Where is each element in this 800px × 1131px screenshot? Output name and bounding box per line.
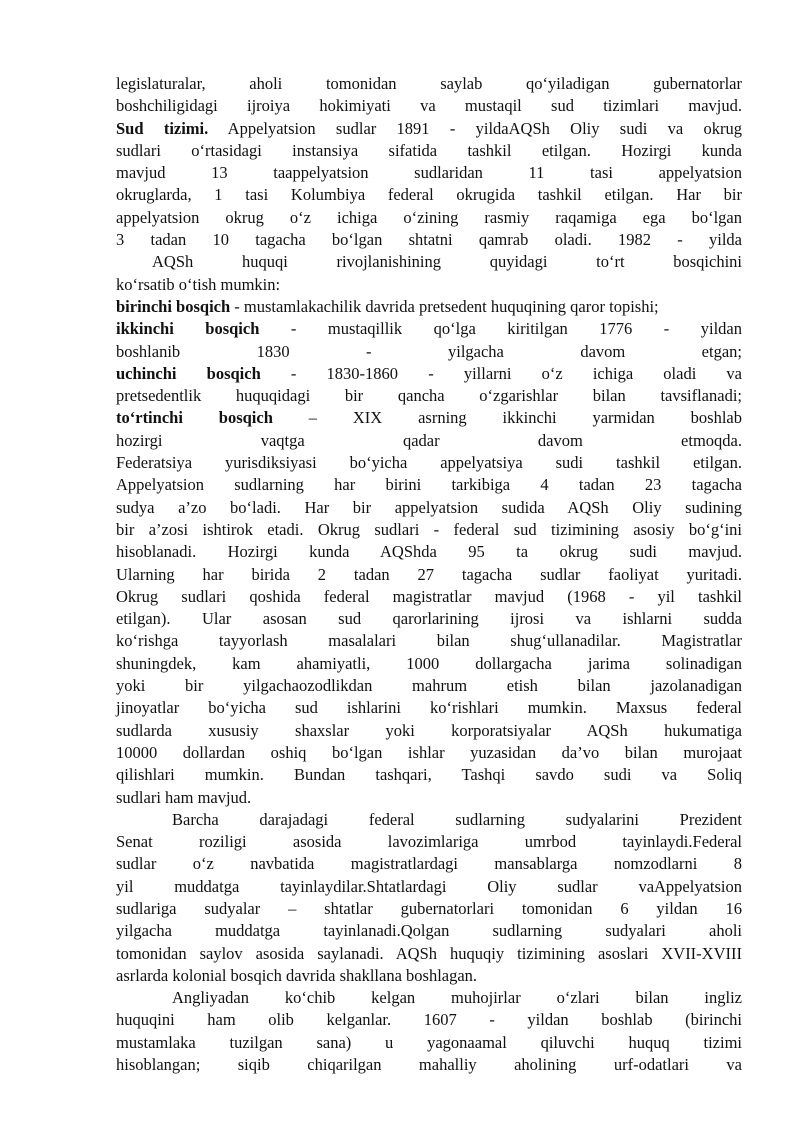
line-text: yoki bir yilgachaozodlikdan mahrum etish bilan jazolanadigan xyxy=(116,676,742,696)
text-line xyxy=(116,1032,742,1054)
line-text: sudya a’zo bo‘ladi. Har bir appelyatsion sudida AQSh Oliy sudining xyxy=(116,497,742,517)
line-text: tomonidan saylov asosida saylanadi. AQSh huquqiy tizimining asoslari XVII-XVIII xyxy=(116,943,742,963)
document-page xyxy=(116,73,742,1076)
line-text: Appelyatsion sudlar 1891 - yildaAQSh Oliy sudi va okrug xyxy=(208,118,742,138)
line-text: ko‘rishga tayyorlash masalalari bilan shug‘ullanadilar. Magistratlar xyxy=(116,631,742,651)
line-text: sudlar o‘z navbatida magistratlardagi mansablarga nomzodlarni 8 xyxy=(116,854,742,874)
text-line xyxy=(116,653,742,675)
line-text: Federatsiya yurisdiksiyasi bo‘yicha appelyatsiya sudi tashkil etilgan. xyxy=(116,453,742,473)
text-line xyxy=(116,720,742,742)
line-text: okruglarda, 1 tasi Kolumbiya federal okrugida tashkil etilgan. Har bir xyxy=(116,185,742,205)
text-line xyxy=(116,1054,742,1076)
line-text: AQSh huquqi rivojlanishining quyidagi to‘rt bosqichini xyxy=(152,252,742,272)
line-text: hisoblanadi. Hozirgi kunda AQShda 95 ta okrug sudi mavjud. xyxy=(116,542,742,562)
text-line xyxy=(116,363,742,385)
line-text: pretsedentlik huquqidagi bir qancha o‘zgarishlar bilan tavsiflanadi; xyxy=(116,386,742,406)
text-line xyxy=(116,1009,742,1031)
text-line xyxy=(116,274,742,296)
text-line xyxy=(116,586,742,608)
line-text: Barcha darajadagi federal sudlarning sudyalarini Prezident xyxy=(172,809,742,829)
text-line xyxy=(116,564,742,586)
text-line xyxy=(116,229,742,251)
text-line xyxy=(116,920,742,942)
line-text: sudlari ham mavjud. xyxy=(116,787,252,807)
text-line xyxy=(116,251,742,273)
text-line xyxy=(116,853,742,875)
line-text: – XIX asrning ikkinchi yarmidan boshlab xyxy=(272,408,742,428)
line-text: sudlarda xususiy shaxslar yoki korporatsiyalar AQSh hukumatiga xyxy=(116,720,742,740)
text-line xyxy=(116,809,742,831)
bold-term: birinchi bosqich xyxy=(116,296,231,316)
text-line xyxy=(116,742,742,764)
text-line xyxy=(116,184,742,206)
line-text: yil muddatga tayinlaydilar.Shtatlardagi Oliy sudlar vaAppelyatsion xyxy=(116,876,742,896)
line-text: boshlanib 1830 - yilgacha davom etgan; xyxy=(116,341,742,361)
line-text: hozirgi vaqtga qadar davom etmoqda. xyxy=(116,430,742,450)
text-line xyxy=(116,452,742,474)
bold-term: Sud tizimi. xyxy=(116,118,209,138)
text-line xyxy=(116,118,742,140)
text-line xyxy=(116,430,742,452)
line-text: Appelyatsion sudlarning har birini tarkibiga 4 tadan 23 tagacha xyxy=(116,475,742,495)
line-text: sudlari o‘rtasidagi instansiya sifatida tashkil etilgan. Hozirgi kunda xyxy=(116,140,742,160)
text-line xyxy=(116,831,742,853)
line-text: Okrug sudlari qoshida federal magistratlar mavjud (1968 - yil tashkil xyxy=(116,586,742,606)
line-text: - 1830-1860 - yillarni o‘z ichiga oladi va xyxy=(260,363,742,383)
line-text: legislaturalar, aholi tomonidan saylab qo‘yiladigan gubernatorlar xyxy=(116,74,742,93)
line-text: asrlarda kolonial bosqich davrida shakllana boshlagan. xyxy=(116,965,478,985)
line-text: 3 tadan 10 tagacha bo‘lgan shtatni qamrab oladi. 1982 - yilda xyxy=(116,230,742,250)
text-line xyxy=(116,407,742,429)
text-line xyxy=(116,385,742,407)
text-line xyxy=(116,341,742,363)
bold-term: uchinchi bosqich xyxy=(116,363,261,383)
line-text: Angliyadan ko‘chib kelgan muhojirlar o‘zlari bilan ingliz xyxy=(172,988,742,1008)
text-line xyxy=(116,943,742,965)
line-text: mustamlaka tuzilgan sana) u yagonaamal qiluvchi huquq tizimi xyxy=(116,1032,742,1052)
line-text: bir a’zosi ishtirok etadi. Okrug sudlari - federal sud tizimining asosiy bo‘g‘ini xyxy=(116,519,742,539)
text-line xyxy=(116,876,742,898)
line-text: mavjud 13 taappelyatsion sudlaridan 11 tasi appelyatsion xyxy=(116,163,742,183)
line-text: etilgan). Ular asosan sud qarorlarining ijrosi va ishlarni sudda xyxy=(116,609,742,629)
line-text: hisoblangan; siqib chiqarilgan mahalliy aholining urf-odatlari va xyxy=(116,1055,742,1075)
line-text: huquqini ham olib kelganlar. 1607 - yildan boshlab (birinchi xyxy=(116,1010,742,1030)
text-line xyxy=(116,140,742,162)
text-line xyxy=(116,541,742,563)
line-text: appelyatsion okrug o‘z ichiga o‘zining rasmiy raqamiga ega bo‘lgan xyxy=(116,207,742,227)
text-line xyxy=(116,764,742,786)
text-line xyxy=(116,898,742,920)
text-line xyxy=(116,95,742,117)
line-text: - mustamlakachilik davrida pretsedent huquqining qaror topishi; xyxy=(230,296,659,316)
text-line xyxy=(116,296,742,318)
line-text: ko‘rsatib o‘tish mumkin: xyxy=(116,274,281,294)
text-line xyxy=(116,675,742,697)
text-line xyxy=(116,318,742,340)
text-line xyxy=(116,697,742,719)
line-text: boshchiligidagi ijroiya hokimiyati va mustaqil sud tizimlari mavjud. xyxy=(116,96,742,116)
bold-term: ikkinchi bosqich xyxy=(116,319,260,339)
line-text: Ularning har birida 2 tadan 27 tagacha sudlar faoliyat yuritadi. xyxy=(116,564,742,584)
text-line xyxy=(116,73,742,95)
line-text: - mustaqillik qo‘lga kiritilgan 1776 - yildan xyxy=(259,319,742,339)
text-line xyxy=(116,787,742,809)
text-line xyxy=(116,965,742,987)
line-text: 10000 dollardan oshiq bo‘lgan ishlar yuzasidan da’vo bilan murojaat xyxy=(116,742,742,762)
text-line xyxy=(116,608,742,630)
line-text: Senat roziligi asosida lavozimlariga umrbod tayinlaydi.Federal xyxy=(116,832,742,852)
text-line xyxy=(116,474,742,496)
line-text: jinoyatlar bo‘yicha sud ishlarini ko‘rishlari mumkin. Maxsus federal xyxy=(116,698,742,718)
text-line xyxy=(116,162,742,184)
text-line xyxy=(116,207,742,229)
text-line xyxy=(116,519,742,541)
bold-term: to‘rtinchi bosqich xyxy=(116,408,273,428)
text-line xyxy=(116,630,742,652)
text-line xyxy=(116,987,742,1009)
line-text: shuningdek, kam ahamiyatli, 1000 dollargacha jarima solinadigan xyxy=(116,653,742,673)
line-text: qilishlari mumkin. Bundan tashqari, Tashqi savdo sudi va Soliq xyxy=(116,765,742,785)
text-line xyxy=(116,497,742,519)
line-text: sudlariga sudyalar – shtatlar gubernatorlari tomonidan 6 yildan 16 xyxy=(116,898,742,918)
line-text: yilgacha muddatga tayinlanadi.Qolgan sudlarning sudyalari aholi xyxy=(116,921,742,941)
